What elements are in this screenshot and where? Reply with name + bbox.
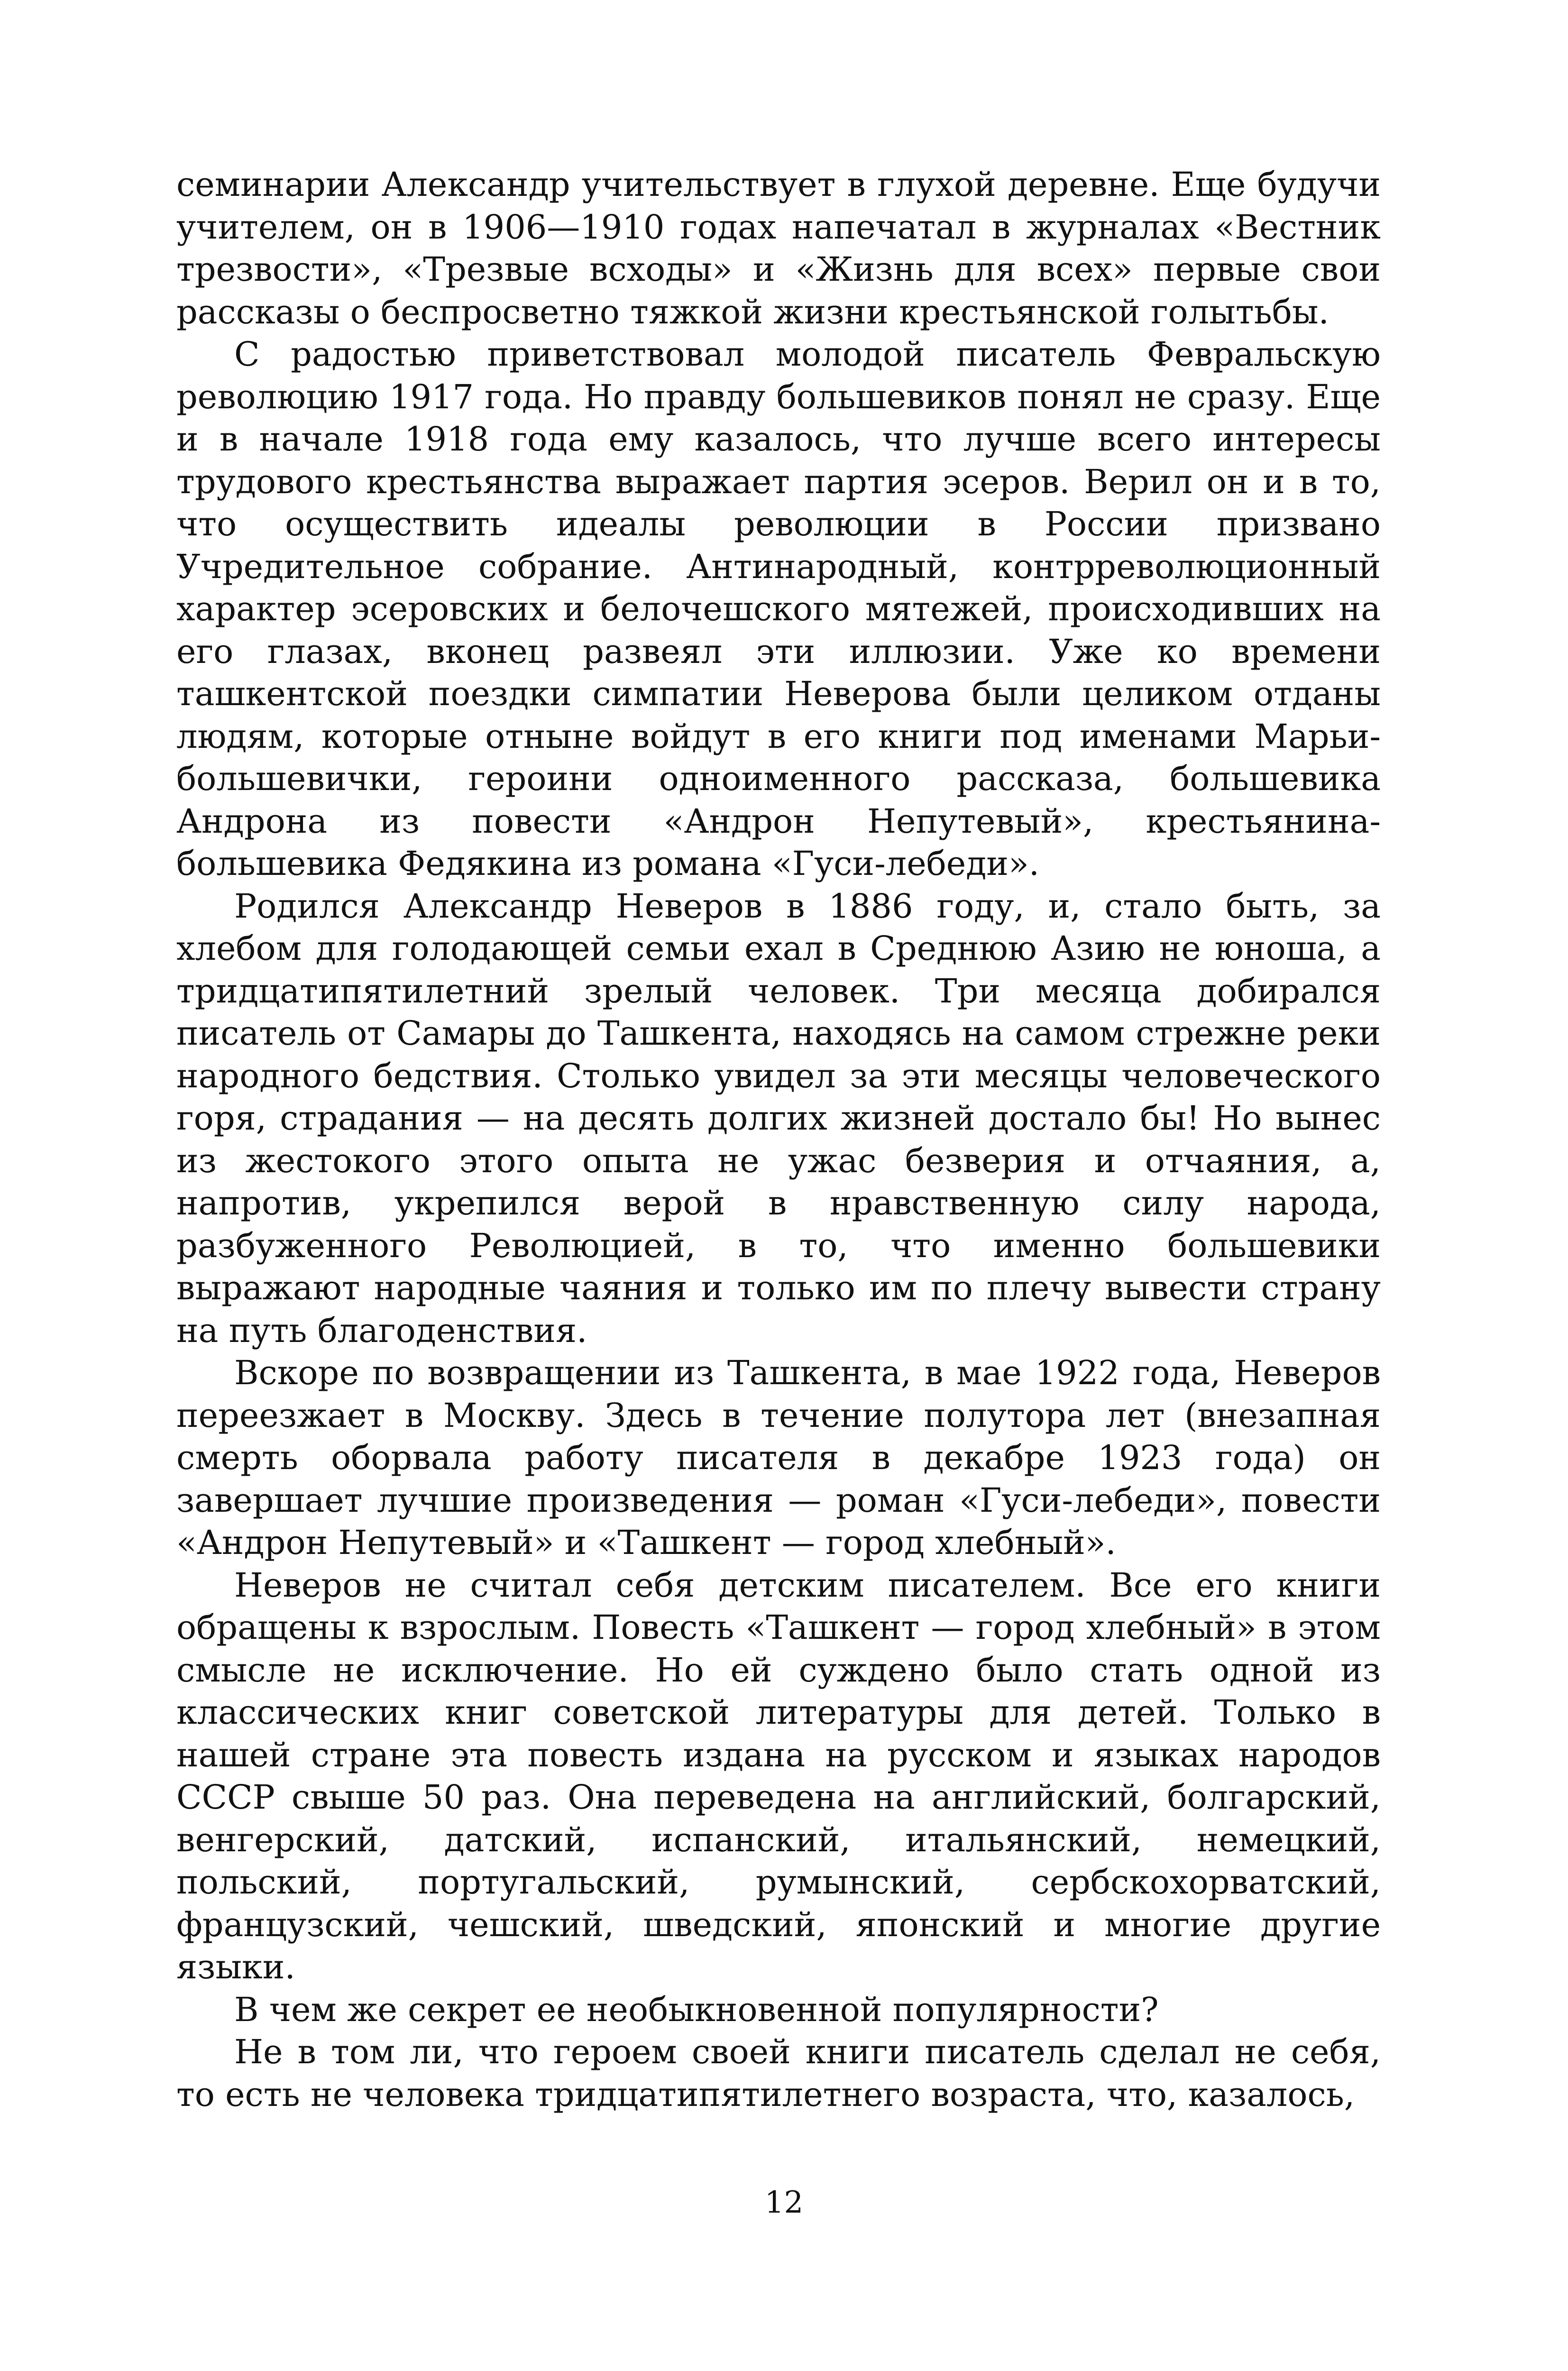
paragraph-6: В чем же секрет ее необыкновенной популярности? — [234, 1990, 1159, 2029]
paragraph-7: Не в том ли, что героем своей книги писатель сделал не себя, то есть не человека тридцатипятилетнего возраста, что, казалось, — [176, 2032, 1381, 2114]
paragraph-3: Родился Александр Неверов в 1886 году, и, стало быть, за хлебом для голодающей семьи ехал в Среднюю Азию не юноша, а тридцатипятилетний зрелый человек. Три месяца добирался писатель от Самары до Ташкента, находясь на самом стрежне реки народного бедствия. Столько увидел за эти месяцы человеческого горя, страдания — на десять долгих жизней достало бы! Но вынес из жестокого этого опыта не ужас безверия и отчаяния, а, напротив, укрепился верой в нравственную силу народа, разбуженного Революцией, в то, что именно большевики выражают народные чаяния и только им по плечу вывести страну на путь благоденствия. — [176, 886, 1381, 1350]
page-number: 12 — [764, 2185, 804, 2220]
paragraph-2: С радостью приветствовал молодой писатель Февральскую революцию 1917 года. Но правду большевиков понял не сразу. Еще и в начале 1918 года ему казалось, что лучше всего интересы трудового крестьянства выражает партия эсеров. Верил он и в то, что осуществить идеалы революции в России призвано Учредительное собрание. Антинародный, контрреволюционный характер эсеровских и белочешского мятежей, происходивших на его глазах, вконец развеял эти иллюзии. Уже ко времени ташкентской поездки симпатии Неверова были целиком отданы людям, которые отныне войдут в его книги под именами Марьи-большевички, героини одноименного рассказа, большевика Андрона из повести «Андрон Непутевый», крестьянина-большевика Федякина из романа «Гуси-лебеди». — [176, 335, 1381, 883]
body-text — [176, 164, 1381, 2116]
paragraph-1: семинарии Александр учительствует в глухой деревне. Еще будучи учителем, он в 1906—1910 годах напечатал в журналах «Вестник трезвости», «Трезвые всходы» и «Жизнь для всех» первые свои рассказы о беспросветно тяжкой жизни крестьянской голытьбы. — [176, 165, 1381, 331]
paragraph-4: Вскоре по возвращении из Ташкента, в мае 1922 года, Неверов переезжает в Москву. Здесь в течение полутора лет (внезапная смерть оборвала работу писателя в декабре 1923 года) он завершает лучшие произведения — роман «Гуси-лебеди», повести «Андрон Непутевый» и «Ташкент — город хлебный». — [176, 1353, 1381, 1562]
paragraph-5: Неверов не считал себя детским писателем. Все его книги обращены к взрослым. Повесть «Ташкент — город хлебный» в этом смысле не исключение. Но ей суждено было стать одной из классических книг советской литературы для детей. Только в нашей стране эта повесть издана на русском и языках народов СССР свыше 50 раз. Она переведена на английский, болгарский, венгерский, датский, испанский, итальянский, немецкий, польский, португальский, румынский, сербскохорватский, французский, чешский, шведский, японский и многие другие языки. — [176, 1565, 1381, 1986]
